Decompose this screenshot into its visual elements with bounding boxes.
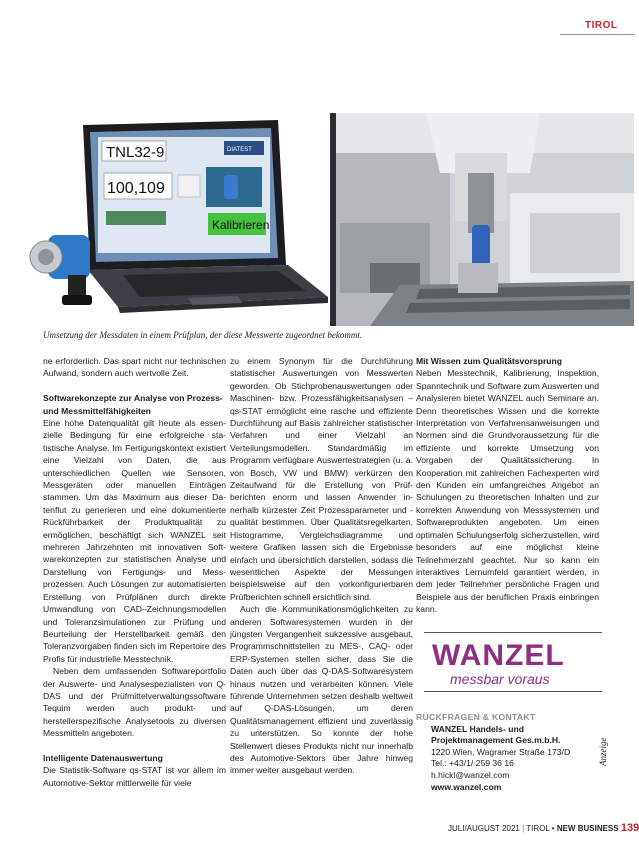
advert-label: Anzeige [598, 737, 608, 766]
footer-separator: | [522, 824, 527, 833]
body-paragraph: Neben Messtechnik, Kalibrierung, Inspektion, Spanntechnik und Software zum Auswerten und Analysieren bietet WANZEL auch Seminare an. Denn theoretisches Wissen und die korrekte Interpretation von Verfahrensanweisungen und Normen sind die Grundvoraussetzung für die effiziente und korrekte Umsetzung von Vorgaben der Qualitätssicherung. In Kooperation mit zahlreichen Fachexperten wird den Kunden ein umfangreiches Angebot an Schulungen zu theoretischen Inhalten und zur korrekten Anwendung von Messsystemen und Softwareprodukten angeboten. Um einen optimalen Schulungserfolg sicherzustellen, wird besonders auf eine möglichst kleine Teilnehmerzahl geachtet. Nur so kann ein interaktives Lernumfeld garantiert werden, in dem jeder Teilnehmer persönliche Fragen und Beispiele aus der beruflichen Praxis einbringen kann. [416, 368, 599, 615]
footer-magazine-a: TIROL [526, 824, 550, 833]
wanzel-logo [424, 632, 602, 692]
photo-caption: Umsetzung der Messdaten in einem Prüfplan, der diese Messwerte zugeordnet bekommt. [43, 330, 363, 340]
contact-phone: Tel.: +43/1/ 259 36 16 [431, 758, 514, 769]
text-column-1 [43, 355, 226, 789]
contact-website[interactable]: www.wanzel.com [431, 781, 502, 792]
section-heading: Mit Wissen zum Qualitätsvorsprung [416, 356, 563, 366]
machine-illustration [330, 113, 634, 326]
text-column-2 [230, 355, 413, 777]
contact-company-line-1: WANZEL Handels- und [431, 723, 524, 734]
logo-wordmark: WANZEL [432, 639, 565, 672]
screen-button-text: Kalibrieren [212, 218, 270, 232]
text-column-3 [416, 355, 599, 616]
logo-tagline: messbar voraus [450, 671, 550, 687]
screen-value-text: 100,109 [107, 180, 165, 197]
footer-magazine-b: NEW BUSINESS [556, 824, 619, 833]
page-number: 139 [620, 822, 639, 834]
body-paragraph: ne erforderlich. Das spart nicht nur technischen Aufwand, sondern auch wertvolle Zeit. [43, 356, 226, 379]
body-paragraph: Eine hohe Datenqualität gilt heute als essenzielle Bedingung für eine erfolgreiche statistische Analyse. Im Fertigungskontext existiert eine Vielzahl von Daten, die aus unterschiedlichen Quellen wie Sensoren, Messgeräten oder manuellen Einträgen stammen. Um das Maximum aus dieser Datenflut zu generieren und eine dokumentierte Rückführbarkeit der Produktqualität zu ermöglichen, beschäftigt sich WANZEL seit mehreren Jahrzehnten mit innovativen Softwarekonzepten zur statistischen Analyse und Darstellung von Fertigungs- und Messprozessen. Auch Lösungen zur automatisierten Erstellung von Prüfplänen durch direkte Umwandlung von CAD–Zeichnungsmodellen und Toleranzsimulationen zur Prüfung und Beurteilung der Herstellbarkeit gemäß den Toleranzvorgaben finden sich im Repertoire des Profis für industrielle Messtechnik. [43, 418, 226, 664]
body-paragraph: Die Statistik-Software qs-STAT ist vor allem im Automotive-Sektor mittlerweile für viele [43, 765, 226, 788]
body-paragraph: Auch die Kommunikationsmöglichkeiten zu anderen Softwaresystemen wurden in der jüngsten Vergangenheit sukzessive ausgebaut, Programmschnittstellen zu MES-, CAQ- oder ERP-Systemen stellen sicher, dass Sie die Daten auch über das Q-DAS-Softwaresystem hinaus nutzen und verarbeiten können. Viele führende Unternehmen setzen deshalb weltweit auf Q-DAS-Lösungen, um deren Qualitätsmanagement effizient und zuverlässig zu unterstützen. So konnte der hohe Stellenwert dieses Produkts nicht nur innerhalb des Automotive-Sektors über Jahre hinweg immer weiter ausgebaut werden. [230, 604, 413, 776]
contact-email[interactable]: h.hickl@wanzel.com [431, 769, 510, 780]
section-heading: Intelligente Datenauswertung [43, 752, 163, 763]
paragraph-gap [43, 740, 226, 752]
page-footer [448, 822, 639, 834]
screen-model-text: TNL32-9 [106, 144, 165, 161]
section-tag: TIROL [585, 20, 618, 31]
contact-address: 1220 Wien, Wagramer Straße 173/D [431, 746, 571, 757]
laptop-illustration [28, 115, 328, 325]
body-paragraph: zu einem Synonym für die Durchführung statistischer Auswertungen von Messwerten geworden. Ob Stichprobenauswertungen oder Maschinen- bzw. Prozessfähigkeitsanalysen – qs-STAT ermöglicht eine rasche und effiziente Durchführung auf Basis zahlreicher statistischer Verfahren und einer Vielzahl an Verteilungsmodellen. Standardmäßig im Programm verfügbare Auswertestrategien (u. a. von Bosch, VW und BMW) verkürzen den Zeitaufwand für die Erstellung von Prüfberichten enorm und lassen Anwender innerhalb kürzester Zeit Prozessparameter und -qualität bestimmen. Über Qualitätsregelkarten, Histogramme, Vergleichsdiagramme und weitere Grafiken lassen sich die Ergebnisse einfach und übersichtlich darstellen, sodass die wesentlichen Aspekte der Messungen beispielsweise auf den vorkonfigurierbaren Prüfberichten schnell ersichtlich sind. [230, 356, 413, 602]
section-heading: Softwarekonzepte zur Analyse von Prozess- und Messmittelfähigkeiten [43, 393, 223, 416]
body-paragraph: Neben dem umfassenden Softwareportfolio der Auswerte- und Analysespezialisten von Q-DAS und der Prüfmittelverwaltungssoftware Tequim werden auch produkt- und herstellerspezifische Analysetools zu diversen Messmitteln angeboten. [43, 666, 226, 739]
contact-heading: RÜCKFRAGEN & KONTAKT [416, 712, 536, 722]
header-rule [560, 34, 634, 35]
contact-company-line-2: Projektmanagement Ges.m.b.H. [431, 735, 561, 746]
photo-laptop-software [28, 115, 328, 325]
screen-brand-text: DIATEST [227, 147, 252, 153]
footer-issue: JULI/AUGUST 2021 [448, 824, 520, 833]
paragraph-gap [43, 380, 226, 392]
contact-box [416, 712, 599, 793]
footer-bullet: • [551, 824, 557, 833]
photo-cnc-machine [330, 113, 634, 326]
